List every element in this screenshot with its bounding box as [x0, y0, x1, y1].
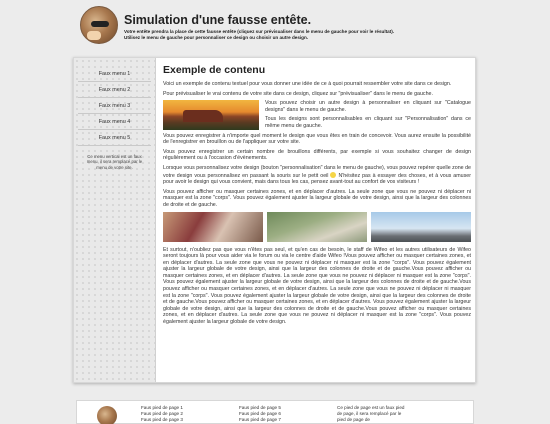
content-paragraph: Vous pouvez afficher ou masquer certaines zones, et en déplacer d'autres. La seule zone que vous ne pouvez ni déplacer ni masquer est la zone "corps". Vous pouvez également ajuster la largeur globale de votre design, ainsi que la largeur des colonnes de droite et de gauche.: [163, 188, 471, 208]
sunglasses-graphic: [91, 21, 109, 27]
sidebar-item-faux-menu-4[interactable]: Faux menu 4: [78, 114, 151, 130]
content-paragraph: Tous les designs sont personnalisables en cliquant sur "Personnalisation" dans ce même menu de gauche.: [265, 116, 471, 129]
smiley-icon: [330, 172, 336, 178]
sidebar-item-faux-menu-5[interactable]: Faux menu 5: [78, 130, 151, 146]
sidebar-item-faux-menu-3[interactable]: Faux menu 3: [78, 98, 151, 114]
content-paragraph: Pour prévisualiser le vrai contenu de votre site dans ce design, cliquez sur "prévisualiser" dans le menu de gauche.: [163, 90, 433, 97]
footer-column-2: [239, 405, 281, 422]
main-frame: [73, 57, 476, 383]
content-paragraph: [163, 165, 471, 186]
hand-graphic: [87, 31, 101, 40]
content-title: Exemple de contenu: [163, 64, 266, 76]
site-description: [124, 29, 424, 41]
footer-column-1: [141, 405, 183, 422]
main-content: [163, 64, 471, 380]
site-description-line-2: Utilisez le menu de gauche pour personnaliser ce design ou choisir un autre design.: [124, 35, 309, 40]
footer-note: Ce pied de page est un faux pied de page, il sera remplacé par le pied de page de: [337, 405, 405, 422]
site-description-line-1: Votre entête prendra la place de cette fausse entête (cliquez sur prévisualiser dans le menu de gauche pour voir le résultat).: [124, 29, 395, 34]
content-paragraph: Vous pouvez enregistrer à n'importe quel moment le design que vous êtes en train de concevoir. Vous aurez ensuite la possibilité de l'enregistrer en brouillon ou de l'appliquer sur votre site.: [163, 132, 471, 146]
site-header: [0, 0, 550, 56]
site-logo: [80, 6, 118, 44]
footer-link[interactable]: Faus pied de page 2: [141, 410, 183, 416]
desert-rock-image: [163, 100, 259, 130]
sidebar: [74, 58, 156, 382]
footer-link[interactable]: Faus pied de page 1: [141, 405, 183, 410]
content-paragraph: Vous pouvez choisir un autre design à personnaliser en cliquant sur "Catalogue designs" dans le menu de gauche.: [265, 100, 471, 113]
photo-thumbnail: [267, 212, 367, 242]
photo-thumbnail: [371, 212, 471, 242]
sidebar-item-faux-menu-1[interactable]: Faux menu 1: [78, 66, 151, 82]
sidebar-menu: [74, 58, 155, 146]
content-paragraph: Vous pouvez enregistrer un certain nombre de brouillons différents, par exemple si vous souhaitez changer de design régulièrement ou à l'occasion d'évènements.: [163, 148, 471, 162]
footer-link[interactable]: Faus pied de page 3: [141, 416, 183, 422]
content-text: N'hésitez pas à essayer des choses, et à vous amuser pour avoir le design qui vous convient, mais dans tous les cas, pensez avant-tout au confort de vos visiteurs !: [163, 172, 471, 186]
footer-link[interactable]: Faus pied de page 7: [239, 416, 281, 422]
site-title: Simulation d'une fausse entête.: [124, 13, 312, 27]
rock-shape: [183, 110, 223, 122]
photo-row: [163, 212, 471, 242]
content-text: Lorsque vous personnalisez votre design (bouton "personnalisation" dans le menu de gauche), vous pouvez repérer quelle zone de votre design vous personnalisez en passant la souris sur le petit oeil: [163, 164, 471, 179]
content-paragraph: Voici un exemple de contenu textuel pour vous donner une idée de ce à quoi pourrait ressembler votre site dans ce design.: [163, 81, 452, 87]
footer-link[interactable]: Faus pied de page 5: [239, 405, 281, 410]
content-paragraph: Et surtout, n'oubliez pas que vous n'êtes pas seul, et qu'en cas de besoin, le staff de Wifeo et les autres utilisateurs de Wifeo seront toujours là pour vous aider via le forum ou via le centre d'aide Wifeo !Vous pouvez afficher ou masquer certaines zones, et en déplacer d'autres. La seule zone que vous ne pouvez ni déplacer ni masquer est la zone "corps". Vous pouvez également ajuster la largeur globale de votre design, ainsi que la largeur des colonnes de droite et de gauche.Vous pouvez afficher ou masquer certaines zones, et en déplacer d'autres. La seule zone que vous ne pouvez ni déplacer ni masquer est la zone "corps". Vous pouvez également ajuster la largeur globale de votre design, ainsi que la largeur des colonnes de droite et de gauche.Vous pouvez afficher ou masquer certaines zones, et en déplacer d'autres. La seule zone que vous ne pouvez ni déplacer ni masquer est la zone "corps". Vous pouvez également ajuster la largeur globale de votre design, ainsi que la largeur des colonnes de droite et de gauche.Vous pouvez afficher ou masquer certaines zones, et en déplacer d'autres. Vous pouvez également ajuster la largeur globale de votre design, ainsi que la largeur des colonnes de droite et de gauche.Vous pouvez afficher ou masquer certaines zones, et en déplacer d'autres. La seule zone que vous ne pouvez ni déplacer ni masquer est la zone "corps". Vous pouvez également ajuster la largeur globale de votre design.: [163, 246, 471, 326]
sidebar-note: Ce menu vertical est un faux menu, il sera remplacé par le menu de votre site.: [86, 154, 143, 170]
footer-link[interactable]: Faus pied de page 6: [239, 410, 281, 416]
sidebar-item-faux-menu-2[interactable]: Faux menu 2: [78, 82, 151, 98]
footer-logo: [97, 406, 117, 424]
footer: [76, 400, 474, 424]
photo-thumbnail: [163, 212, 263, 242]
